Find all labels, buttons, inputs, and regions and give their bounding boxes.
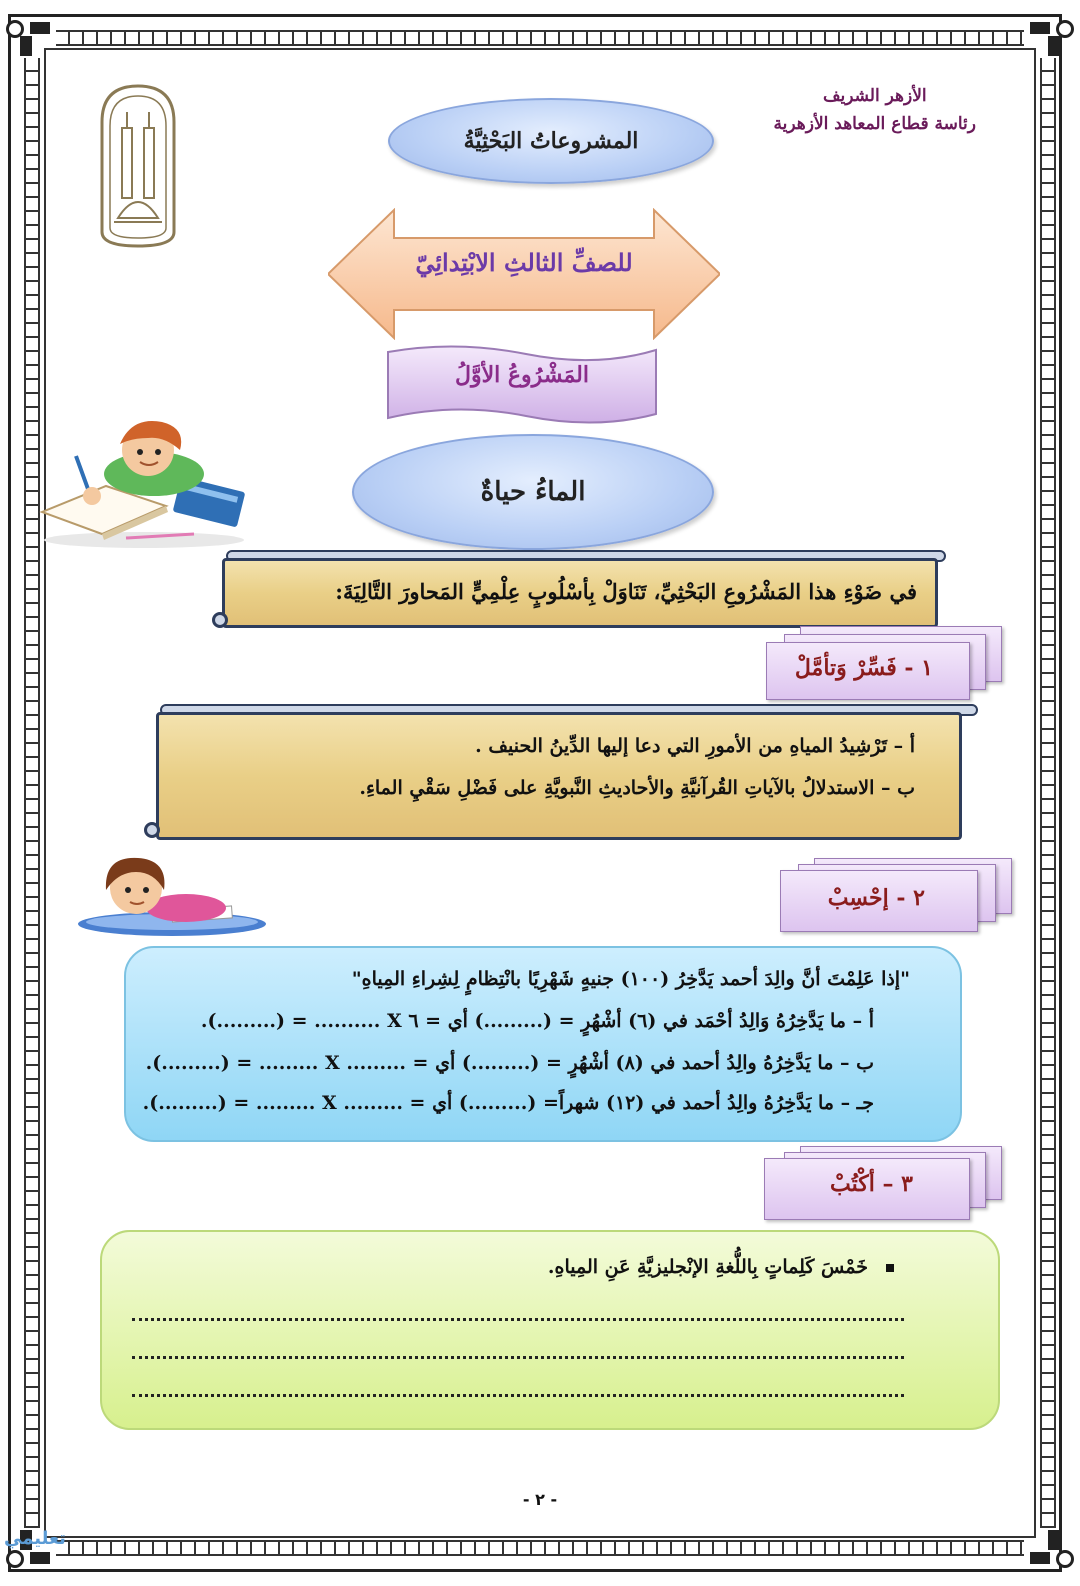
calculation-panel bbox=[124, 946, 962, 1142]
section1-item-b: ب – الاستدلالُ بالآياتِ القُرآنيَّةِ والأحاديثِ النَّبويَّةِ على فَضْلِ سَقْيِ الماءِ. bbox=[359, 777, 915, 799]
org-sector: رئاسة قطاع المعاهد الأزهرية bbox=[773, 114, 976, 134]
project-number: المَشْرُوعُ الأوَّلُ bbox=[455, 362, 589, 388]
intro-scroll-banner bbox=[222, 558, 938, 628]
corner-ornament-bottom-right bbox=[1030, 1530, 1074, 1574]
girl-reading-illustration bbox=[76, 850, 268, 940]
al-azhar-logo-icon bbox=[96, 82, 180, 250]
calc-line-b: ب – ما يَدَّخِرُهُ والِدُ أحمد في (٨) أشْهُرٍ = (.........) أي = ......... X ......... = (.........). bbox=[145, 1052, 874, 1074]
corner-ornament-top-left bbox=[6, 12, 50, 56]
scroll-curl bbox=[212, 612, 228, 628]
corner-ornament-top-right bbox=[1030, 12, 1074, 56]
border-rail-bottom bbox=[56, 1540, 1024, 1556]
border-rail-top bbox=[56, 30, 1024, 46]
bullet-square-icon bbox=[886, 1264, 894, 1272]
border-rail-left bbox=[24, 58, 40, 1528]
section1-item-a: أ – تَرْشِيدُ المياهِ من الأمورِ التي دعا إليها الدِّينُ الحنيف . bbox=[475, 735, 915, 757]
section2-heading: ٢ - إحْسِبْ bbox=[827, 885, 925, 911]
writing-task: خَمْسَ كَلِماتٍ بِاللُّغةِ الإنْجليزيَّةِ عَنِ المِياهِ. bbox=[547, 1256, 868, 1278]
grade-title: للصفِّ الثالثِ الابْتِدائِيّ bbox=[415, 248, 633, 277]
section1-heading: ١ - فَسِّرْ وَتأمَّلْ bbox=[794, 655, 933, 681]
projects-title: المشروعاتُ البَحْثِيَّةُ bbox=[388, 98, 714, 184]
answer-line-1[interactable] bbox=[132, 1318, 904, 1321]
section3-tab bbox=[764, 1158, 970, 1220]
border-rail-right bbox=[1040, 58, 1056, 1528]
section3-heading: ٣ – أكْتُبْ bbox=[830, 1171, 913, 1197]
section2-tab bbox=[780, 870, 978, 932]
writing-panel bbox=[100, 1230, 1000, 1430]
organization-header bbox=[774, 82, 976, 138]
section1-scroll bbox=[156, 712, 962, 840]
calc-line-a: أ – ما يَدَّخِرُهُ وَالِدُ أحْمَد في (٦) أشْهُرٍ = (.........) أي = ٦ X .......... = (.........). bbox=[200, 1010, 874, 1032]
answer-line-3[interactable] bbox=[132, 1394, 904, 1397]
calc-line-c: جـ – ما يَدَّخِرُهُ والِدُ أحمد في (١٢) شهراً= (.........) أي = ......... X ......... = (.........). bbox=[142, 1092, 874, 1114]
answer-line-2[interactable] bbox=[132, 1356, 904, 1359]
watermark-logo: تعليمي bbox=[4, 1528, 66, 1549]
org-name: الأزهر الشريف bbox=[822, 86, 927, 106]
project-name: الماءُ حياةٌ bbox=[352, 434, 714, 550]
page-number: - ٢ - bbox=[522, 1490, 558, 1509]
scroll-curl-2 bbox=[144, 822, 160, 838]
calc-intro: "إذا عَلِمْتَ أنَّ والِدَ أحمد يَدَّخِرُ (١٠٠) جنيهٍ شَهْرِيًا بانْتِظامٍ لِشِراءِ المِياهِ" bbox=[351, 968, 910, 990]
boy-studying-illustration bbox=[36, 416, 252, 556]
intro-instruction: في ضَوْءِ هذا المَشْرُوعِ البَحْثِيِّ، تَنَاوَلْ بِأسْلُوبٍ عِلْمِيٍّ المَحاورَ التَّالِيَةَ: bbox=[335, 579, 917, 604]
section1-tab bbox=[766, 642, 970, 700]
